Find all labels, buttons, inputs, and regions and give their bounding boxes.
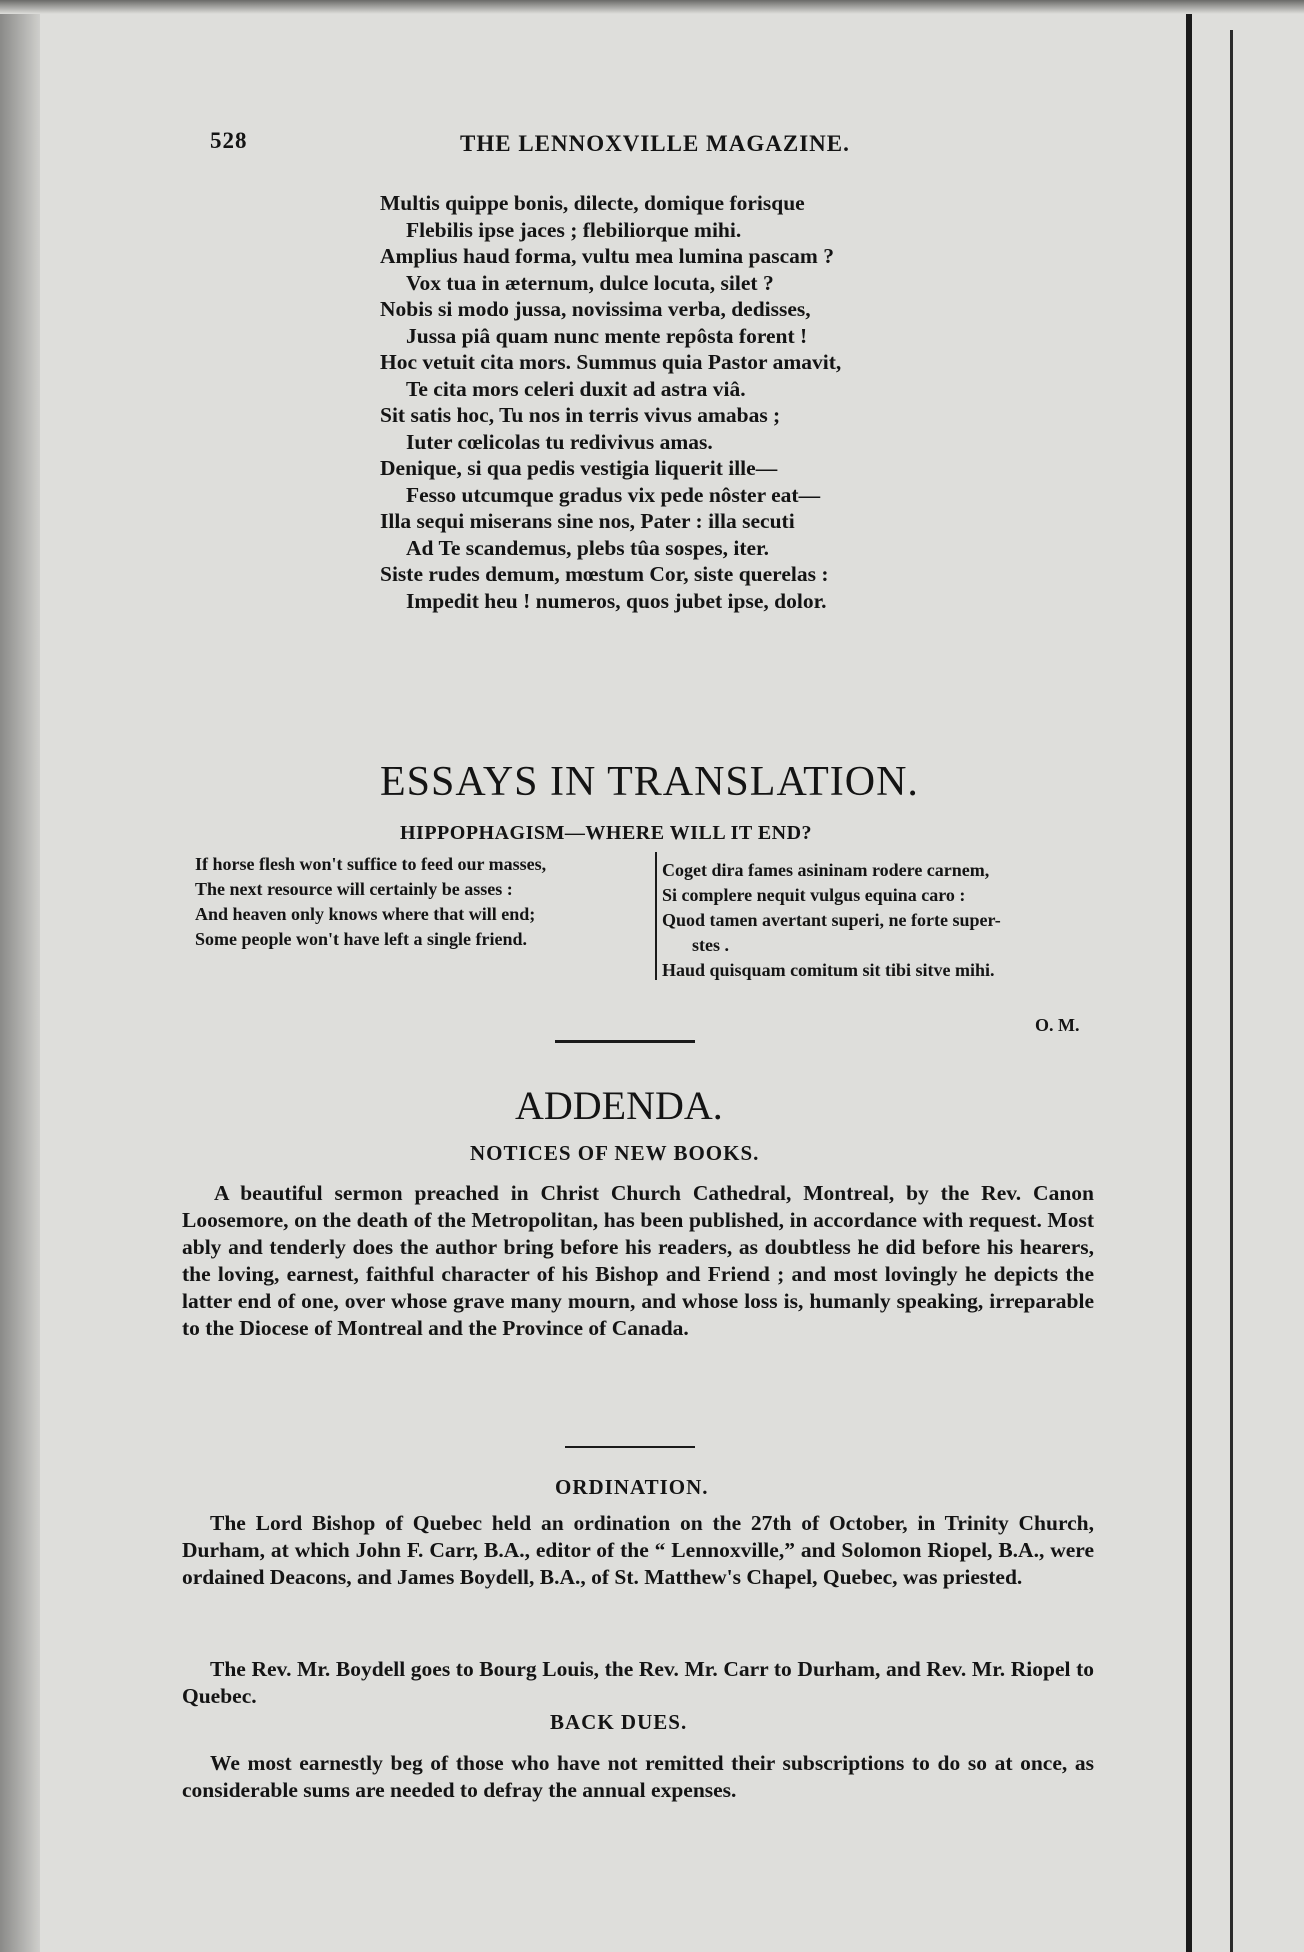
verse-line: Coget dira fames asininam rodere carnem,: [662, 860, 990, 880]
latin-verse: [662, 858, 1112, 983]
verse-line: stes .: [692, 935, 729, 955]
section-divider: [555, 1040, 695, 1043]
verse-line: Haud quisquam comitum sit tibi sitve mihi.: [662, 960, 995, 980]
hippophagism-subtitle: HIPPOPHAGISM—WHERE WILL IT END?: [400, 822, 813, 844]
latin-poem: [380, 190, 980, 614]
back-dues-paragraph: We most earnestly beg of those who have not remitted their subscriptions to do so at once, as considerable sums are needed to defray the annual expenses.: [182, 1751, 1094, 1802]
verse-line: The next resource will certainly be asses :: [195, 879, 513, 899]
page-edge-rule-outer: [1230, 30, 1233, 1952]
notices-paragraph: A beautiful sermon preached in Christ Church Cathedral, Montreal, by the Rev. Canon Loosemore, on the death of the Metropolitan, has been published, in accordance with request. Most ably and tenderly does the author bring before his readers, as doubtless he did before his hearers, the loving, earnest, faithful character of his Bishop and Friend ; and most lovingly he depicts the latter end of one, over whose grave many mourn, and whose loss is, humanly speaking, irreparable to the Diocese of Montreal and the Province of Canada.: [182, 1181, 1094, 1340]
notices-title: NOTICES OF NEW BOOKS.: [470, 1141, 760, 1165]
poem-line: Vox tua in æternum, dulce locuta, silet ?: [406, 270, 774, 295]
poem-line: Te cita mors celeri duxit ad astra viâ.: [406, 376, 746, 401]
verse-line: Quod tamen avertant superi, ne forte super-: [662, 910, 1001, 930]
author-signature: O. M.: [1035, 1015, 1080, 1035]
verse-line: And heaven only knows where that will end;: [195, 904, 536, 924]
verse-line: Some people won't have left a single friend.: [195, 929, 527, 949]
poem-line: Impedit heu ! numeros, quos jubet ipse, dolor.: [406, 588, 827, 613]
page-number: 528: [210, 128, 248, 153]
poem-line: Jussa piâ quam nunc mente repôsta forent !: [406, 323, 808, 348]
poem-line: Fesso utcumque gradus vix pede nôster eat—: [406, 482, 821, 507]
page-edge-rule: [1186, 10, 1192, 1952]
section-divider: [565, 1446, 695, 1448]
back-dues-title: BACK DUES.: [550, 1710, 688, 1734]
verse-line: Si complere nequit vulgus equina caro :: [662, 885, 966, 905]
addenda-title: ADDENDA.: [515, 1083, 723, 1128]
poem-line: Siste rudes demum, mœstum Cor, siste querelas :: [380, 562, 829, 586]
poem-line: Ad Te scandemus, plebs tûa sospes, iter.: [406, 535, 769, 560]
poem-line: Nobis si modo jussa, novissima verba, dedisses,: [380, 297, 811, 321]
ordination-paragraph: The Lord Bishop of Quebec held an ordination on the 27th of October, in Trinity Church, Durham, at which John F. Carr, B.A., editor of the “ Lennoxville,” and Solomon Riopel, B.A., were ordained Deacons, and James Boydell, B.A., of St. Matthew's Chapel, Quebec, was priested.: [182, 1511, 1094, 1589]
page-header: [210, 128, 1110, 168]
essays-title: ESSAYS IN TRANSLATION.: [380, 759, 919, 805]
ordination-title: ORDINATION.: [555, 1475, 709, 1499]
english-verse: [195, 852, 645, 952]
poem-line: Illa sequi miserans sine nos, Pater : illa secuti: [380, 509, 795, 533]
poem-line: Amplius haud forma, vultu mea lumina pascam ?: [380, 244, 834, 268]
poem-line: Multis quippe bonis, dilecte, domique forisque: [380, 191, 805, 215]
poem-line: Iuter cœlicolas tu redivivus amas.: [406, 429, 713, 454]
poem-line: Denique, si qua pedis vestigia liquerit ille—: [380, 456, 778, 480]
column-divider: [655, 852, 657, 980]
poem-line: Sit satis hoc, Tu nos in terris vivus amabas ;: [380, 403, 781, 427]
verse-line: If horse flesh won't suffice to feed our masses,: [195, 854, 547, 874]
poem-line: Hoc vetuit cita mors. Summus quia Pastor amavit,: [380, 350, 842, 374]
ordination-paragraph-2: The Rev. Mr. Boydell goes to Bourg Louis, the Rev. Mr. Carr to Durham, and Rev. Mr. Riopel to Quebec.: [182, 1657, 1094, 1708]
poem-line: Flebilis ipse jaces ; flebiliorque mihi.: [406, 217, 742, 242]
running-title: THE LENNOXVILLE MAGAZINE.: [460, 131, 850, 156]
